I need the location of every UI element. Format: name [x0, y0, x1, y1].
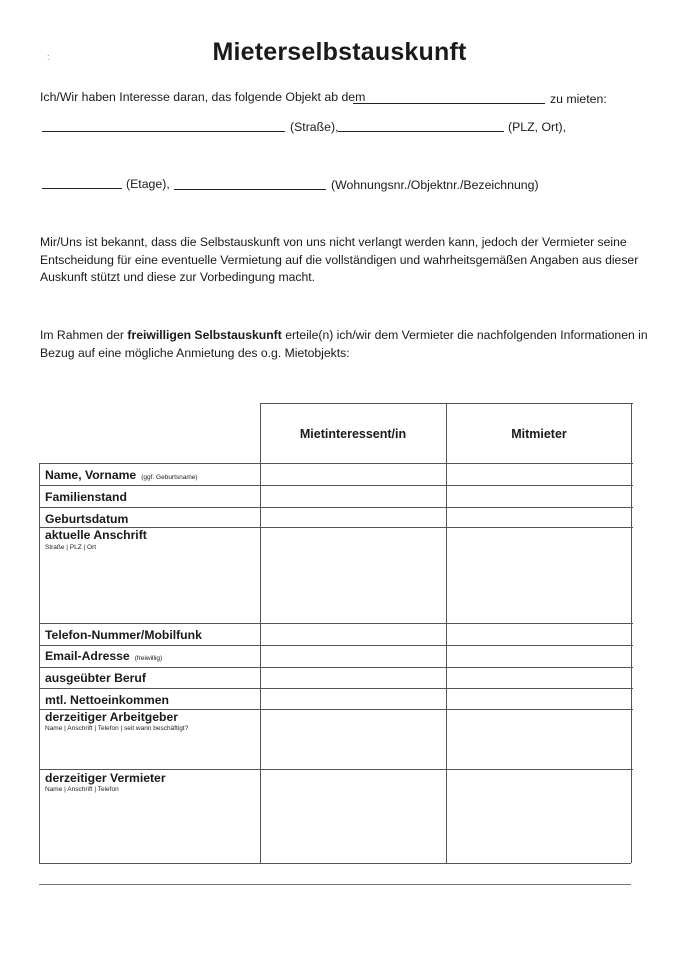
- row-label-anschrift: aktuelle Anschrift: [45, 528, 147, 542]
- cell-telefon-mitmieter[interactable]: [447, 624, 631, 645]
- etage-field[interactable]: [42, 188, 122, 189]
- vermieter-note: Name | Anschrift | Telefon: [45, 786, 119, 793]
- info-prefix: Im Rahmen der: [40, 328, 124, 342]
- info-suffix: erteile(n) ich/wir dem Vermieter die nachfolgenden Informationen in Bezug auf eine mögliche Anmietung des o.g. Mietobjekts:: [40, 328, 648, 360]
- cell-vermieter-mitmieter[interactable]: [447, 770, 631, 863]
- cell-telefon-mietinteressent[interactable]: [261, 624, 446, 645]
- name-label: Name, Vorname: [45, 468, 137, 482]
- info-bold: freiwilligen Selbstauskunft: [127, 328, 282, 342]
- wohnungsnr-field[interactable]: [174, 189, 326, 190]
- page-title: Mieterselbstauskunft: [212, 38, 467, 66]
- selbstauskunft-table: [39, 403, 633, 864]
- cell-anschrift-mitmieter[interactable]: [447, 528, 631, 623]
- disclaimer-paragraph: Mir/Uns ist bekannt, dass die Selbstauskunft von uns nicht verlangt werden kann, jedoch der Vermieter seine Entscheidung für eine eventuelle Vermietung auf die vollständigen und wahrheitsgemäßen Angaben aus dieser Auskunft stützt und diese zur Vorbedingung macht.: [40, 235, 639, 284]
- street-field[interactable]: [42, 131, 285, 132]
- name-note: (ggf. Geburtsname): [141, 474, 198, 481]
- cell-email-mietinteressent[interactable]: [261, 646, 446, 667]
- table-right-border: [631, 403, 632, 863]
- email-note: (freiwillig): [134, 655, 163, 662]
- intro-line1-end: zu mieten:: [550, 92, 607, 106]
- cell-familienstand-mitmieter[interactable]: [447, 486, 631, 507]
- cell-name-mitmieter[interactable]: [447, 464, 631, 485]
- footer-divider: [39, 884, 631, 885]
- cell-einkommen-mietinteressent[interactable]: [261, 689, 446, 709]
- table-bottom-border: [39, 863, 631, 864]
- cell-vermieter-mietinteressent[interactable]: [261, 770, 446, 863]
- cell-geburtsdatum-mietinteressent[interactable]: [261, 508, 446, 527]
- start-date-field[interactable]: [353, 103, 545, 104]
- row-label-geburtsdatum: Geburtsdatum: [45, 512, 129, 526]
- email-label: Email-Adresse: [45, 649, 130, 663]
- info-paragraph: [40, 327, 650, 362]
- etage-label: (Etage),: [126, 177, 170, 191]
- cell-arbeitgeber-mietinteressent[interactable]: [261, 710, 446, 769]
- wohnungsnr-label: (Wohnungsnr./Objektnr./Bezeichnung): [331, 178, 539, 192]
- plz-ort-label: (PLZ, Ort),: [508, 120, 567, 134]
- arbeitgeber-note: Name | Anschrift | Telefon | seit wann beschäftigt?: [45, 725, 189, 732]
- cell-einkommen-mitmieter[interactable]: [447, 689, 631, 709]
- row-label-einkommen: mtl. Nettoeinkommen: [45, 693, 169, 707]
- cell-arbeitgeber-mitmieter[interactable]: [447, 710, 631, 769]
- cell-beruf-mietinteressent[interactable]: [261, 668, 446, 688]
- row-label-vermieter: derzeitiger Vermieter: [45, 771, 166, 785]
- cell-anschrift-mietinteressent[interactable]: [261, 528, 446, 623]
- table-left-border: [39, 463, 40, 863]
- column-header-mietinteressent: Mietinteressent/in: [299, 427, 407, 441]
- cell-beruf-mitmieter[interactable]: [447, 668, 631, 688]
- row-label-familienstand: Familienstand: [45, 490, 127, 504]
- cell-geburtsdatum-mitmieter[interactable]: [447, 508, 631, 527]
- street-label: (Straße),: [290, 120, 339, 134]
- row-label-telefon: Telefon-Nummer/Mobilfunk: [45, 628, 202, 642]
- intro-line1-text: Ich/Wir haben Interesse daran, das folgende Objekt ab dem: [40, 90, 366, 104]
- row-label-arbeitgeber: derzeitiger Arbeitgeber: [45, 710, 178, 724]
- cell-email-mitmieter[interactable]: [447, 646, 631, 667]
- row-label-name: [45, 468, 198, 482]
- row-label-email: [45, 649, 162, 663]
- column-header-mitmieter: Mitmieter: [511, 427, 567, 441]
- row-label-beruf: ausgeübter Beruf: [45, 671, 146, 685]
- cell-name-mietinteressent[interactable]: [261, 464, 446, 485]
- margin-mark: :: [47, 52, 50, 62]
- anschrift-note: Straße | PLZ | Ort: [45, 544, 97, 551]
- plz-ort-field[interactable]: [338, 131, 504, 132]
- cell-familienstand-mietinteressent[interactable]: [261, 486, 446, 507]
